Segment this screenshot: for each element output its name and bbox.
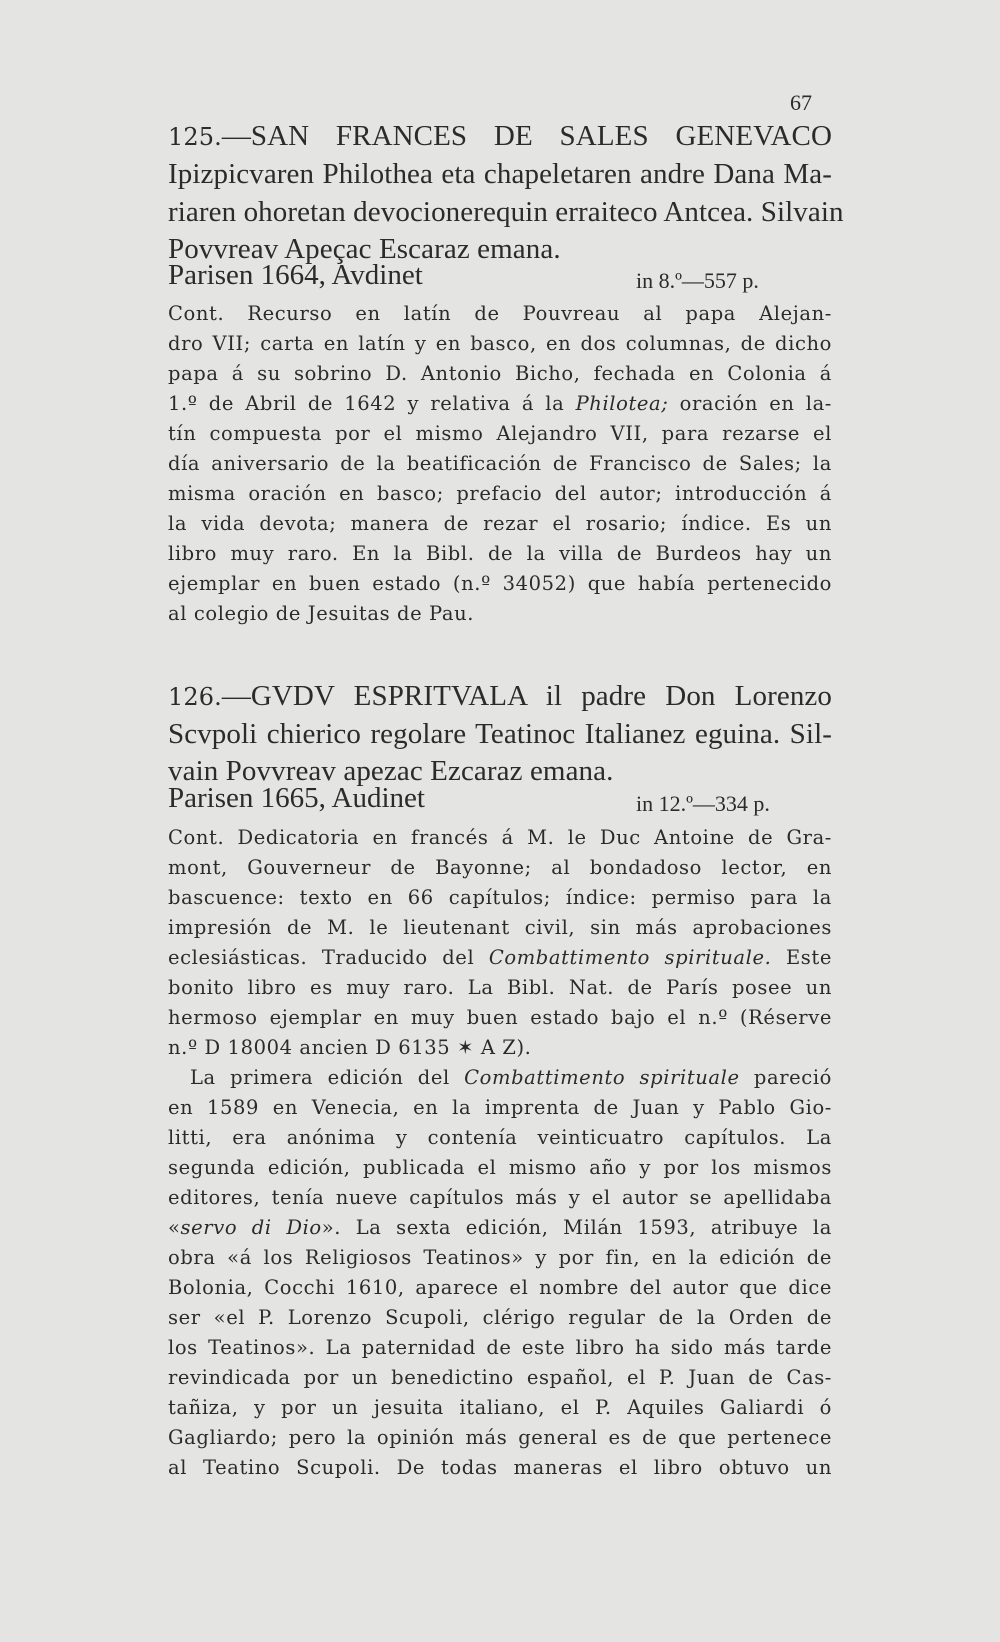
description-line: dro VII; carta en latín y en basco, en dos columnas, de dicho (168, 332, 832, 355)
description-line: libro muy raro. En la Bibl. de la villa de Burdeos hay un (168, 542, 832, 565)
paragraph-line: «servo di Dio». La sexta edición, Milán 1593, atribuye la (168, 1216, 832, 1239)
description-line: bonito libro es muy raro. La Bibl. Nat. de París posee un (168, 976, 832, 999)
description-line: bascuence: texto en 66 capítulos; índice: permiso para la (168, 886, 832, 909)
description-line: al colegio de Jesuitas de Pau. (168, 602, 475, 625)
paragraph-line: los Teatinos». La paternidad de este libro ha sido más tarde (168, 1336, 832, 1359)
entry-title-line: riaren ohoretan devocionerequin erraiteco Antcea. Silvain (168, 196, 844, 228)
paragraph-line: al Teatino Scupoli. De todas maneras el libro obtuvo un (168, 1456, 832, 1479)
italic-title: Combattimento spirituale. (488, 946, 772, 969)
description-line: Cont. Recurso en latín de Pouvreau al papa Alejan- (168, 302, 832, 325)
paragraph-line: La primera edición del Combattimento spirituale pareció (190, 1066, 832, 1089)
paragraph-line: tañiza, y por un jesuita italiano, el P. Aquiles Galiardi ó (168, 1396, 832, 1419)
description-line: ejemplar en buen estado (n.º 34052) que había pertenecido (168, 572, 832, 595)
paragraph-line: en 1589 en Venecia, en la imprenta de Juan y Pablo Gio- (168, 1096, 832, 1119)
description-line: papa á su sobrino D. Antonio Bicho, fechada en Colonia á (168, 362, 832, 385)
italic-title: servo di Dio (180, 1216, 322, 1239)
entry-title-text: GVDV ESPRITVALA il padre Don Lorenzo (250, 680, 832, 712)
paragraph-line: editores, tenía nueve capítulos más y el autor se apellidaba (168, 1186, 832, 1209)
paragraph-line: Bolonia, Cocchi 1610, aparece el nombre del autor que dice (168, 1276, 832, 1299)
entry-title-line: Scvpoli chierico regolare Teatinoc Italianez eguina. Sil- (168, 718, 832, 750)
entry-title-line: Povvreav Apeçac Escaraz emana. (168, 233, 561, 265)
entry-number: 125. (168, 123, 222, 151)
entry-dash: — (221, 120, 251, 152)
italic-title: Philotea; (575, 392, 669, 415)
description-line: tín compuesta por el mismo Alejandro VII, para rezarse el (168, 422, 832, 445)
italic-title: Combattimento spirituale (464, 1066, 740, 1089)
entry-title-line: vain Povvreav apezac Ezcaraz emana. (168, 755, 614, 787)
entry-imprint: Parisen 1665, Audinet (168, 782, 425, 814)
entry-title-line (168, 120, 832, 153)
entry-title-line (168, 680, 832, 713)
entry-number: 126. (168, 683, 222, 711)
description-line: misma oración en basco; prefacio del autor; introducción á (168, 482, 832, 505)
entry-format: in 8.º—557 p. (636, 268, 759, 293)
entry-format: in 12.º—334 p. (636, 791, 770, 816)
description-line: mont, Gouverneur de Bayonne; al bondadoso lector, en (168, 856, 832, 879)
paragraph-line: ser «el P. Lorenzo Scupoli, clérigo regular de la Orden de (168, 1306, 832, 1329)
paragraph-line: revindicada por un benedictino español, el P. Juan de Cas- (168, 1366, 832, 1389)
paragraph-line: litti, era anónima y contenía veinticuatro capítulos. La (168, 1126, 832, 1149)
description-line: Cont. Dedicatoria en francés á M. le Duc Antoine de Gra- (168, 826, 832, 849)
paragraph-line: Gagliardo; pero la opinión más general es de que pertenece (168, 1426, 832, 1449)
entry-imprint: Parisen 1664, Avdinet (168, 259, 423, 291)
description-line: hermoso ejemplar en muy buen estado bajo el n.º (Réserve (168, 1006, 832, 1029)
description-line: n.º D 18004 ancien D 6135 ✶ A Z). (168, 1036, 532, 1059)
description-line: 1.º de Abril de 1642 y relativa á la Philotea; oración en la- (168, 392, 833, 415)
paragraph-line: segunda edición, publicada el mismo año y por los mismos (168, 1156, 832, 1179)
page-number: 67 (790, 90, 812, 115)
description-line: impresión de M. le lieutenant civil, sin más aprobaciones (168, 916, 832, 939)
paragraph-line: obra «á los Religiosos Teatinos» y por fin, en la edición de (168, 1246, 832, 1269)
description-line: eclesiásticas. Traducido del Combattimento spirituale. Este (168, 946, 832, 969)
description-line: la vida devota; manera de rezar el rosario; índice. Es un (168, 512, 832, 535)
entry-dash: — (221, 680, 251, 712)
entry-title-line: Ipizpicvaren Philothea eta chapeletaren andre Dana Ma- (168, 158, 832, 190)
entry-title-text: SAN FRANCES DE SALES GENEVACO (250, 120, 832, 152)
description-line: día aniversario de la beatificación de Francisco de Sales; la (168, 452, 832, 475)
